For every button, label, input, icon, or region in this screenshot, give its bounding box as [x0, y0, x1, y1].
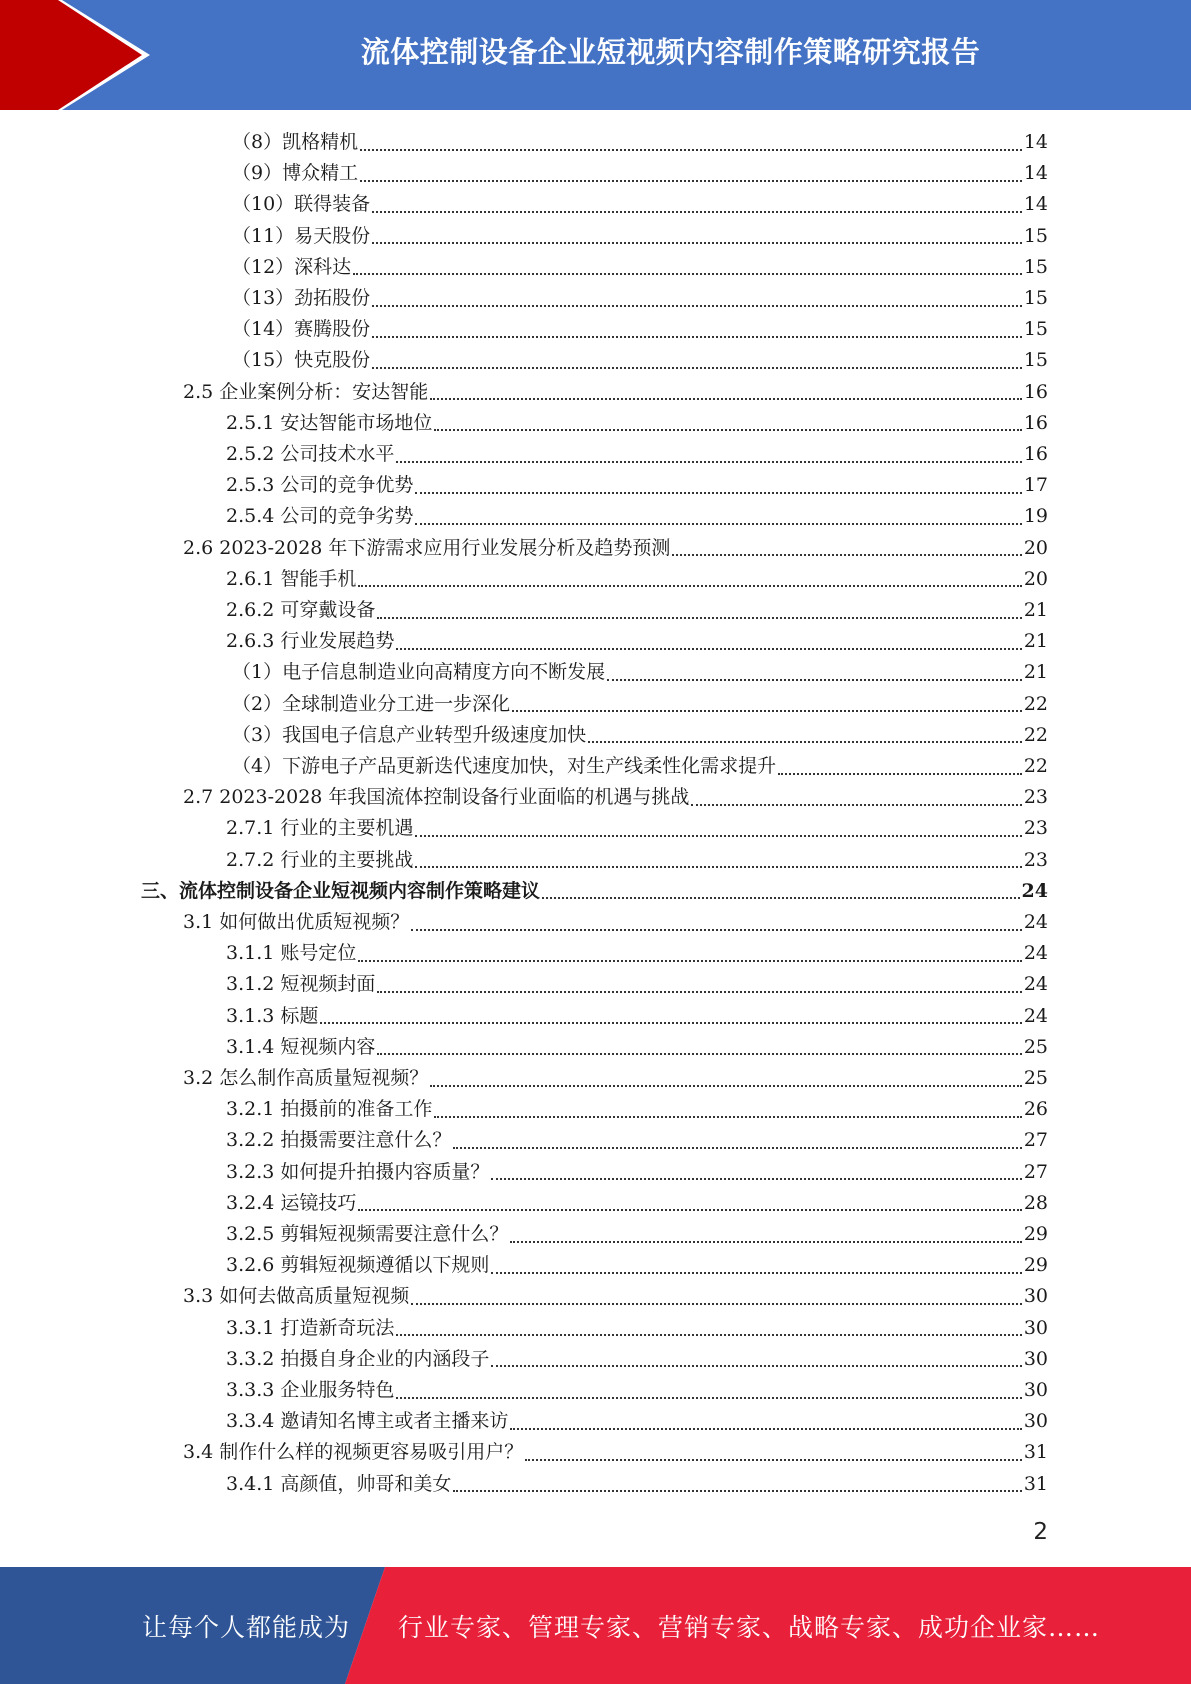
toc-entry[interactable]: [183, 377, 1048, 408]
toc-dot-leader: [372, 336, 1022, 338]
toc-entry-page: 23: [1023, 848, 1048, 871]
toc-entry-label: 2.6.1 智能手机: [226, 567, 357, 590]
toc-entry-label: 2.7.2 行业的主要挑战: [226, 848, 414, 871]
toc-entry-label: 3.2.2 拍摄需要注意什么？: [226, 1129, 452, 1152]
toc-entry-page: 21: [1023, 630, 1048, 653]
toc-entry-page: 27: [1023, 1160, 1048, 1183]
toc-entry-label: 3.2 怎么制作高质量短视频？: [183, 1067, 429, 1089]
toc-entry-label: 3.1 如何做出优质短视频？: [183, 911, 410, 933]
toc-entry-label: 2.5 企业案例分析：安达智能: [183, 380, 429, 403]
toc-entry[interactable]: [226, 1094, 1048, 1125]
toc-entry-label: （9）博众精工: [232, 162, 359, 185]
toc-entry-label: （14）赛腾股份: [232, 318, 371, 341]
toc-dot-leader: [360, 180, 1022, 182]
toc-entry-page: 15: [1023, 318, 1048, 341]
toc-entry-label: 3.4 制作什么样的视频更容易吸引用户？: [183, 1441, 524, 1464]
toc-entry-label: （4）下游电子产品更新迭代速度加快，对生产线柔性化需求提升: [232, 755, 777, 777]
toc-entry[interactable]: [226, 1032, 1048, 1063]
toc-entry[interactable]: [232, 314, 1048, 345]
toc-entry-page: 30: [1023, 1379, 1048, 1401]
header-band: [0, 0, 1191, 110]
toc-dot-leader: [510, 1241, 1021, 1243]
toc-entry-page: 24: [1023, 1004, 1048, 1027]
toc-entry[interactable]: [226, 439, 1048, 470]
toc-entry-label: 3.2.3 如何提升拍摄内容质量？: [226, 1160, 490, 1183]
toc-entry-page: 27: [1023, 1129, 1048, 1152]
toc-entry-label: （11）易天股份: [232, 224, 371, 247]
toc-entry-label: 2.7.1 行业的主要机遇: [226, 817, 414, 840]
page-number: 2: [1033, 1519, 1048, 1545]
toc-dot-leader: [358, 1209, 1021, 1211]
toc-entry-label: 2.6.2 可穿戴设备: [226, 599, 376, 621]
toc-dot-leader: [434, 429, 1021, 431]
toc-entry-label: 三、流体控制设备企业短视频内容制作策略建议: [141, 879, 541, 902]
toc-entry-page: 19: [1023, 505, 1048, 528]
footer-band: [0, 1567, 1191, 1684]
footer-slogan-right: 行业专家、管理专家、营销专家、战略专家、成功企业家……: [398, 1612, 1101, 1642]
toc-entry-label: （8）凯格精机: [232, 131, 359, 153]
toc-entry[interactable]: [226, 1125, 1048, 1156]
toc-entry-page: 14: [1023, 131, 1048, 153]
toc-entry[interactable]: [183, 907, 1048, 938]
toc-entry[interactable]: [226, 969, 1048, 1000]
toc-entry[interactable]: [232, 657, 1048, 688]
toc-entry[interactable]: [226, 1313, 1048, 1344]
toc-dot-leader: [396, 1334, 1021, 1336]
toc-entry[interactable]: [226, 1219, 1048, 1250]
toc-entry[interactable]: [226, 1406, 1048, 1437]
toc-entry-label: 2.5.3 公司的竞争优势: [226, 474, 414, 497]
toc-entry-page: 15: [1023, 349, 1048, 372]
toc-entry-page: 16: [1023, 411, 1048, 434]
toc-entry-page: 15: [1023, 255, 1048, 278]
toc-entry-label: 3.3 如何去做高质量短视频: [183, 1285, 410, 1308]
toc-entry[interactable]: [226, 845, 1048, 876]
toc-entry-label: （2）全球制造业分工进一步深化: [232, 692, 511, 715]
toc-entry-page: 21: [1023, 661, 1048, 684]
toc-entry-label: 3.3.3 企业服务特色: [226, 1379, 395, 1401]
toc-entry[interactable]: [226, 408, 1048, 439]
toc-entry[interactable]: [183, 1063, 1048, 1094]
toc-dot-leader: [377, 617, 1021, 619]
red-arrow-icon: [0, 0, 160, 110]
toc-entry-page: 30: [1023, 1316, 1048, 1339]
toc-dot-leader: [542, 897, 1020, 899]
toc-dot-leader: [525, 1459, 1022, 1461]
toc-entry-label: 2.5.4 公司的竞争劣势: [226, 505, 414, 528]
toc-entry-page: 21: [1023, 599, 1048, 621]
toc-entry-label: （10）联得装备: [232, 193, 371, 216]
toc-dot-leader: [453, 1147, 1021, 1149]
toc-entry-label: 3.2.6 剪辑短视频遵循以下规则: [226, 1254, 490, 1277]
toc-entry-page: 30: [1023, 1285, 1048, 1308]
toc-entry-page: 15: [1023, 287, 1048, 309]
toc-dot-leader: [430, 398, 1022, 400]
toc-entry[interactable]: [226, 813, 1048, 844]
toc-entry-page: 25: [1023, 1067, 1048, 1089]
toc-entry-label: 2.5.1 安达智能市场地位: [226, 411, 433, 434]
toc-entry[interactable]: [183, 782, 1048, 813]
toc-entry[interactable]: [226, 1375, 1048, 1406]
toc-entry[interactable]: [226, 470, 1048, 501]
toc-entry-page: 20: [1023, 567, 1048, 590]
toc-dot-leader: [415, 523, 1021, 525]
toc-entry-page: 14: [1023, 162, 1048, 185]
toc-entry-page: 15: [1023, 224, 1048, 247]
toc-dot-leader: [377, 1053, 1021, 1055]
toc-dot-leader: [434, 1116, 1021, 1118]
toc-entry-label: 3.3.2 拍摄自身企业的内涵段子: [226, 1347, 490, 1370]
toc-dot-leader: [358, 585, 1021, 587]
toc-dot-leader: [372, 242, 1022, 244]
toc-entry-label: 3.4.1 高颜值，帅哥和美女: [226, 1472, 452, 1495]
toc-entry[interactable]: [232, 689, 1048, 720]
toc-entry-page: 14: [1023, 193, 1048, 216]
toc-dot-leader: [607, 679, 1022, 681]
toc-entry-label: 2.5.2 公司技术水平: [226, 443, 395, 465]
toc-dot-leader: [320, 1022, 1021, 1024]
toc-dot-leader: [372, 305, 1022, 307]
toc-entry-page: 24: [1023, 942, 1048, 965]
toc-entry[interactable]: [183, 1281, 1048, 1312]
toc-entry[interactable]: [232, 221, 1048, 252]
toc-entry[interactable]: [232, 720, 1048, 751]
toc-entry-label: （1）电子信息制造业向高精度方向不断发展: [232, 661, 606, 684]
toc-dot-leader: [491, 1178, 1021, 1180]
toc-entry-page: 16: [1023, 443, 1048, 465]
toc-entry[interactable]: [232, 751, 1048, 782]
toc-entry[interactable]: [232, 127, 1048, 158]
toc-entry-page: 17: [1023, 474, 1048, 497]
toc-entry[interactable]: [226, 1001, 1048, 1032]
toc-dot-leader: [377, 991, 1021, 993]
toc-entry-label: （12）深科达: [232, 255, 352, 278]
toc-entry-page: 24: [1023, 911, 1048, 933]
toc-entry[interactable]: [183, 533, 1048, 564]
toc-entry-label: 3.1.3 标题: [226, 1004, 319, 1027]
toc-dot-leader: [512, 710, 1022, 712]
toc-entry-page: 20: [1023, 536, 1048, 559]
toc-entry-page: 24: [1021, 879, 1048, 902]
toc-dot-leader: [588, 741, 1022, 743]
toc-entry-page: 16: [1023, 380, 1048, 403]
toc-entry-label: 3.1.1 账号定位: [226, 942, 357, 965]
toc-entry-page: 23: [1023, 786, 1048, 809]
toc-entry-page: 31: [1023, 1472, 1048, 1495]
toc-entry[interactable]: [226, 501, 1048, 532]
toc-entry[interactable]: [226, 595, 1048, 626]
toc-entry[interactable]: [183, 1437, 1048, 1468]
toc-entry-page: 22: [1023, 692, 1048, 715]
toc-entry-label: 3.1.2 短视频封面: [226, 973, 376, 996]
toc-entry-page: 31: [1023, 1441, 1048, 1464]
toc-dot-leader: [691, 804, 1021, 806]
toc-entry-label: 3.3.4 邀请知名博主或者主播来访: [226, 1410, 509, 1433]
toc-entry-label: （15）快克股份: [232, 349, 371, 372]
toc-dot-leader: [778, 773, 1022, 775]
toc-entry-label: 2.6 2023-2028 年下游需求应用行业发展分析及趋势预测: [183, 536, 671, 559]
toc-entry[interactable]: [232, 189, 1048, 220]
toc-dot-leader: [510, 1428, 1021, 1430]
toc-entry[interactable]: [226, 626, 1048, 657]
toc-entry-page: 24: [1023, 973, 1048, 996]
footer-slogan-left: 让每个人都能成为: [142, 1612, 351, 1642]
toc-entry[interactable]: [232, 283, 1048, 314]
toc-dot-leader: [372, 211, 1022, 213]
toc-dot-leader: [396, 648, 1021, 650]
toc-entry[interactable]: [226, 938, 1048, 969]
toc-entry[interactable]: [232, 158, 1048, 189]
toc-entry[interactable]: [141, 876, 1048, 907]
toc-dot-leader: [491, 1272, 1021, 1274]
toc-entry[interactable]: [226, 1250, 1048, 1281]
toc-dot-leader: [396, 461, 1021, 463]
toc-dot-leader: [415, 492, 1021, 494]
toc-entry-label: （13）劲拓股份: [232, 287, 371, 309]
toc-entry[interactable]: [232, 345, 1048, 376]
toc-dot-leader: [372, 367, 1022, 369]
toc-dot-leader: [415, 866, 1021, 868]
toc-entry-page: 30: [1023, 1410, 1048, 1433]
toc-dot-leader: [672, 554, 1021, 556]
toc-entry-label: （3）我国电子信息产业转型升级速度加快: [232, 723, 587, 746]
toc-dot-leader: [430, 1085, 1022, 1087]
toc-entry-label: 3.2.4 运镜技巧: [226, 1191, 357, 1214]
toc-entry[interactable]: [226, 1344, 1048, 1375]
toc-entry[interactable]: [226, 1469, 1048, 1500]
toc-entry-page: 30: [1023, 1347, 1048, 1370]
toc-entry[interactable]: [232, 252, 1048, 283]
toc-entry[interactable]: [226, 1157, 1048, 1188]
toc-dot-leader: [360, 149, 1022, 151]
toc-dot-leader: [411, 929, 1022, 931]
toc-entry-label: 3.2.1 拍摄前的准备工作: [226, 1098, 433, 1121]
toc-entry-page: 26: [1023, 1098, 1048, 1121]
toc-entry-label: 3.2.5 剪辑短视频需要注意什么？: [226, 1223, 509, 1245]
toc-entry-page: 23: [1023, 817, 1048, 840]
toc-dot-leader: [491, 1365, 1021, 1367]
toc-entry-page: 28: [1023, 1191, 1048, 1214]
toc-entry[interactable]: [226, 1188, 1048, 1219]
toc-entry-page: 22: [1023, 723, 1048, 746]
toc-entry-label: 3.1.4 短视频内容: [226, 1035, 376, 1058]
toc-entry-page: 29: [1023, 1223, 1048, 1245]
toc-dot-leader: [415, 835, 1021, 837]
toc-entry-page: 22: [1023, 755, 1048, 777]
toc-entry-label: 2.6.3 行业发展趋势: [226, 630, 395, 653]
toc-dot-leader: [353, 273, 1022, 275]
toc-dot-leader: [358, 960, 1021, 962]
report-title: 流体控制设备企业短视频内容制作策略研究报告: [360, 34, 981, 69]
toc-entry-label: 3.3.1 打造新奇玩法: [226, 1316, 395, 1339]
toc-entry-page: 29: [1023, 1254, 1048, 1277]
toc-entry[interactable]: [226, 564, 1048, 595]
toc-entry-page: 25: [1023, 1035, 1048, 1058]
toc-dot-leader: [411, 1303, 1022, 1305]
toc-dot-leader: [453, 1490, 1021, 1492]
toc-entry-label: 2.7 2023-2028 年我国流体控制设备行业面临的机遇与挑战: [183, 786, 690, 809]
toc-dot-leader: [396, 1397, 1021, 1399]
